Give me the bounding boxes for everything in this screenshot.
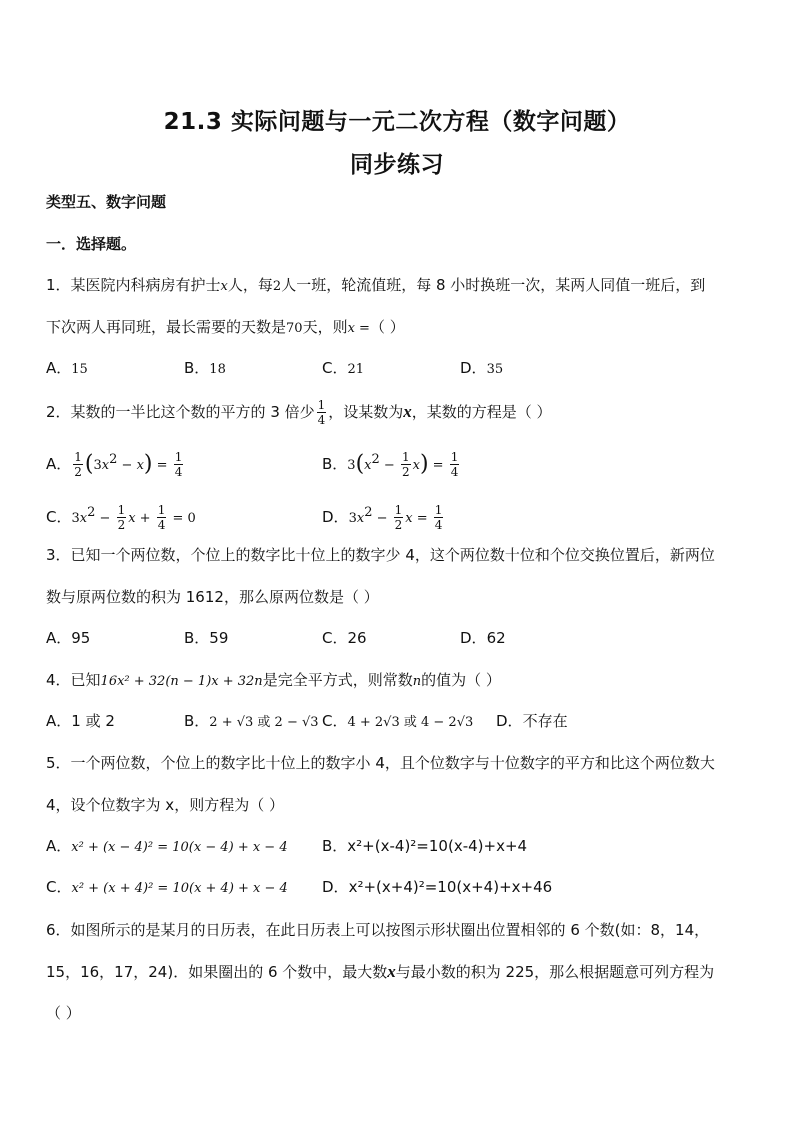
q5-line1: 5．一个两位数，个位上的数字比十位上的数字小 4，且个位数字与十位数字的平方和比这个两位数大 xyxy=(46,754,715,772)
q5-line2: 4，设个位数字为 x，则方程为（ ） xyxy=(46,796,284,814)
q6-line3: （ ） xyxy=(46,1004,81,1022)
q1-var-x: x xyxy=(220,279,228,294)
q5-option-d: D．x²+(x+4)²=10(x+4)+x+46 xyxy=(322,878,553,896)
q2-line1 xyxy=(46,398,552,427)
q6-line2 xyxy=(46,962,714,982)
q4-text-b: 是完全平方式，则常数 xyxy=(262,671,413,689)
q2-option-d: D．$3x^2$ − $\frac{1}{2}$ x = $\frac{1}{4}$ xyxy=(322,503,443,532)
q4-line1 xyxy=(46,670,501,692)
q1-option-c: C．21 xyxy=(322,359,365,377)
q6-text-a: 15，16，17，24)．如果圈出的 6 个数中，最大数 xyxy=(46,963,388,981)
q3-option-c: C．26 xyxy=(322,629,367,647)
q6-text-b: 与最小数的积为 225，那么根据题意可列方程为 xyxy=(395,963,715,981)
q2-text-c: ，某数的方程是（ ） xyxy=(411,403,552,421)
q2-option-b: B．$3(x^2$ − $\frac{1}{2}$ x) = $\frac{1}{4}$ xyxy=(322,450,459,479)
page-title: 21.3 实际问题与一元二次方程（数字问题） xyxy=(163,109,631,135)
q2-fraction: $\frac{1}{4}$ xyxy=(317,398,326,427)
q4-text-a: 4．已知 xyxy=(46,671,101,689)
section-type: 类型五、数字问题 xyxy=(46,193,167,211)
q4-option-c: C．4 + 2√3 或 4 − 2√3 xyxy=(322,712,474,730)
q1-option-d: D．35 xyxy=(460,359,504,377)
q3-option-b: B．59 xyxy=(184,629,229,647)
q1-text-b: 人，每 xyxy=(227,276,273,294)
q1-text-e: 天，则 xyxy=(302,318,348,336)
q6-var-x: x xyxy=(387,962,396,981)
q5-option-b: B．x²+(x-4)²=10(x-4)+x+4 xyxy=(322,837,528,855)
q4-option-d: D．不存在 xyxy=(496,712,568,730)
page-subtitle: 同步练习 xyxy=(350,152,444,178)
q2-var-x: x xyxy=(403,402,412,421)
section-heading: 一．选择题。 xyxy=(46,235,137,253)
q3-line2: 数与原两位数的积为 1612，那么原两位数是（ ） xyxy=(46,588,379,606)
q1-option-a: A．15 xyxy=(46,359,88,377)
q1-text-d: 下次两人再同班，最长需要的天数是 xyxy=(46,318,287,336)
q2-text-a: 2．某数的一半比这个数的平方的 3 倍少 xyxy=(46,403,315,421)
q1-num-70: 70 xyxy=(286,321,303,336)
q3-option-a: A．95 xyxy=(46,629,91,647)
q1-option-b: B．18 xyxy=(184,359,226,377)
q4-option-b: B．2 + √3 或 2 − √3 xyxy=(184,712,319,730)
q2-text-b: ，设某数为 xyxy=(328,403,404,421)
q1-num-2: 2 xyxy=(272,279,282,294)
q1-text-c: 人一班，轮流值班，每 8 小时换班一次，某两人同值一班后，到 xyxy=(281,276,706,294)
q2-option-a: A． $\frac{1}{2}$ $(3x^2 - x)$ = $\frac{1}{4}$ xyxy=(46,450,183,479)
q1-blank: （ ） xyxy=(369,318,405,336)
q4-expression: 16x² + 32(n − 1)x + 32n xyxy=(100,674,263,689)
q1-x-equals: x = xyxy=(347,321,370,336)
q3-line1: 3．已知一个两位数，个位上的数字比十位上的数字少 4，这个两位数十位和个位交换位置后，新两位 xyxy=(46,546,715,564)
q1-text-a: 1．某医院内科病房有护士 xyxy=(46,276,221,294)
q1-line2 xyxy=(46,317,405,339)
q6-line1: 6．如图所示的是某月的日历表，在此日历表上可以按图示形状圈出位置相邻的 6 个数(如：8，14， xyxy=(46,921,710,939)
q2-option-c: C．$3x^2$ − $\frac{1}{2}$ x + $\frac{1}{4}$ = 0 xyxy=(46,503,196,532)
q1-line1 xyxy=(46,275,705,297)
q5-option-c: C．x² + (x + 4)² = 10(x + 4) + x − 4 xyxy=(46,878,288,896)
q4-option-a: A．1 或 2 xyxy=(46,712,115,730)
q4-var-n: n xyxy=(412,674,422,689)
q5-option-a: A．x² + (x − 4)² = 10(x − 4) + x − 4 xyxy=(46,837,288,855)
q3-option-d: D．62 xyxy=(460,629,506,647)
q4-text-c: 的值为（ ） xyxy=(421,671,501,689)
